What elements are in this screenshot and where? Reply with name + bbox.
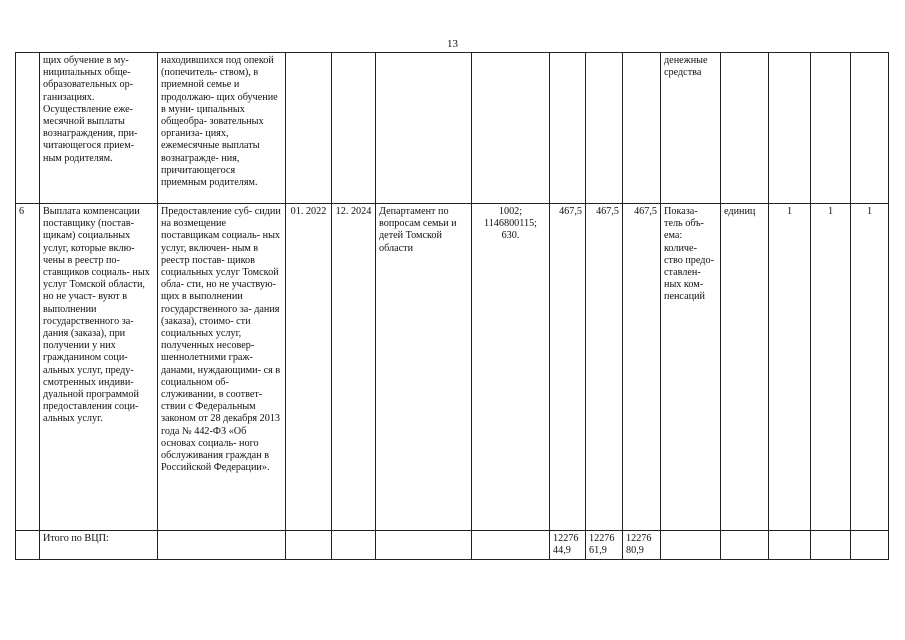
cell-amount-3: 467,5 [623, 204, 661, 531]
cell-number [16, 53, 40, 204]
cell-indicator: Показа- тель объ- ема: количе- ство предо- ставлен- ных ком- пенсаций [661, 204, 721, 531]
cell-start: 01. 2022 [286, 204, 332, 531]
cell-total-label: Итого по ВЦП: [40, 531, 158, 560]
cell-amount-3 [623, 53, 661, 204]
cell-code [472, 53, 550, 204]
table-row-continuation [16, 53, 889, 204]
cell-total-amount-1: 12276 44,9 [550, 531, 586, 560]
cell-value-2 [811, 531, 851, 560]
table-row-total [16, 531, 889, 560]
cell-executor [376, 531, 472, 560]
cell-end [332, 531, 376, 560]
cell-end: 12. 2024 [332, 204, 376, 531]
cell-total-amount-2: 12276 61,9 [586, 531, 623, 560]
cell-executor [376, 53, 472, 204]
cell-amount-1: 467,5 [550, 204, 586, 531]
cell-value-1 [769, 53, 811, 204]
table-row-6 [16, 204, 889, 531]
cell-name: Выплата компенсации поставщику (постав- щикам) социальных услуг, которые вклю- чены в реестр по- ставщиков социаль- ных услуг Томской области, но не участ- вуют в выполнении государственного за- дания (заказа), при получении у них гражданином соци- альных услуг, преду- смотренных индиви- дуальной программой предоставления соци- альных услуг. [40, 204, 158, 531]
cell-name: щих обучение в му- ниципальных обще- образовательных ор- ганизациях. Осуществление еже- месячной выплаты вознаграждения, при- читающегося прием- ным родителям. [40, 53, 158, 204]
cell-total-amount-3: 12276 80,9 [623, 531, 661, 560]
cell-indicator: денежные средства [661, 53, 721, 204]
cell-start [286, 53, 332, 204]
cell-description: Предоставление суб- сидии на возмещение поставщикам социаль- ных услуг, включен- ным в реестр постав- щиков социальных услуг Томской обла- сти, но не участвую- щих в выполнении государственного за- дания (заказа), стоимо- сти социальных услуг, полученных несовер- шеннолетними граж- данами, нуждающими- ся в социальном об- служивании, в соответ- ствии с Федеральным законом от 28 декабря 2013 года № 442-ФЗ «Об основах социаль- ного обслуживания граждан в Российской Федерации». [158, 204, 286, 531]
program-table [15, 52, 889, 560]
page-number: 13 [447, 38, 458, 50]
cell-indicator [661, 531, 721, 560]
cell-value-1: 1 [769, 204, 811, 531]
cell-code [472, 531, 550, 560]
cell-value-3 [851, 53, 889, 204]
cell-value-2: 1 [811, 204, 851, 531]
cell-value-2 [811, 53, 851, 204]
cell-start [286, 531, 332, 560]
cell-executor: Департамент по вопросам семьи и детей Томской области [376, 204, 472, 531]
cell-value-3 [851, 531, 889, 560]
cell-number: 6 [16, 204, 40, 531]
cell-unit: единиц [721, 204, 769, 531]
cell-unit [721, 53, 769, 204]
cell-amount-2: 467,5 [586, 204, 623, 531]
cell-unit [721, 531, 769, 560]
cell-amount-2 [586, 53, 623, 204]
cell-number [16, 531, 40, 560]
cell-value-1 [769, 531, 811, 560]
cell-value-3: 1 [851, 204, 889, 531]
cell-amount-1 [550, 53, 586, 204]
cell-end [332, 53, 376, 204]
cell-description [158, 531, 286, 560]
cell-description: находившихся под опекой (попечитель- ством), в приемной семье и продолжаю- щих обучение в муни- ципальных общеобра- зовательных организа- циях, ежемесячные выплаты вознагражде- ния, причитающегося приемным родителям. [158, 53, 286, 204]
cell-code: 1002; 1146800115; 630. [472, 204, 550, 531]
